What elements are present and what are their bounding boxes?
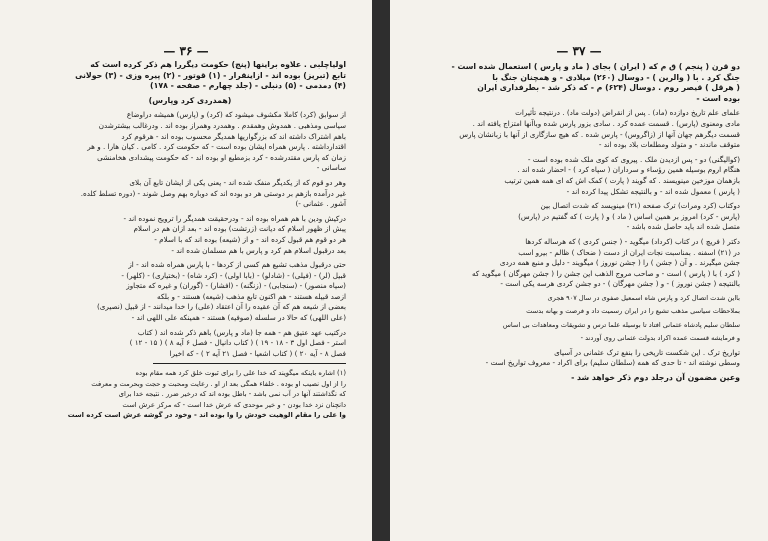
right-page-paragraph: وعین مضمون آن درجلد دوم ذکر خواهد شد - [571,372,740,382]
left-page-paragraph: اولیاچلبی . علاوه براینها (پنج) حکومت دیگررا هم ذکر کرده است که تابع (تبریز) بوده اند - ازاینقرار - (۱) قوتور - (۲) پیره وزی - (۳) حولانی (۴) دمدمی - (۵) دنبلی - (جلد چهارم - صفحه - ۱۷۸) [75,60,346,91]
left-page-number: — ۳۶ — [163,44,209,58]
left-page-paragraph: درکیش ودین با هم همراه بوده اند - ودرحقیقت همدیگر را ترویج نموده اند - پیش از ظهور اسلام که دیانت (زرتشت) بوده اند - بعد ازان هم در اسلام هر دو قوم هم قبول کرده اند - و از (شیعه) بوده اند که با اسلام - بعد درقبول اسلام هم کرد و پارس با هم مسلمان شده اند - [123,213,346,255]
footnote: وا علی را مقام الوهیت خودش را وا بوده اند - وخود در گوشه عرش است کرده است [67,411,346,420]
right-page-paragraph: دو قرن ( پنجم ) ق م که ( ایران ) بجای ( ماد و پارس ) استعمال شده است - جنگ کرد . با ( والرین ) - دوسال (۲۶۰) میلادی - و همچنان جنگ با ( هرقل ) قیصر روم . دوسال (۶۲۴) م - که ذکر شد - بطرفداری ایران بوده است - [451,62,740,103]
left-page-paragraph: از سوابق (کرد) کاملا مکشوف میشود که (کرد) و (پارس) همیشه دراوضاع سیاسی ومذهبی . همدوش وهمقدم . وهمدرد وهمراز بوده اند . ودرغالب بیشترشدن باهم اشتراک داشته اند که بزرگواریها همدیگر محسوب بوده اند - هرقوم کرد اقتدارداشته . پارس همراه ایشان بوده است - که حکومت کرد . کامی . کیان هارا . و هر زمان که پارس مقتدرشده - کرد بزمطیع او بوده اند - که حکومت پیشدادی هخامنشی ساسانی - [87,110,346,173]
left-page-paragraph: درکتیب عهد عتیق هم - همه جا (ماد و پارس) باهم ذکر شده اند ( کتاب استر - فصل اول ۳ - ۱۸ - ۱۹ ) ( کتاب دانیال - فصل ۶ آیه ۸ ) ( ۱۵ - ۱۲ ) فصل ۸ - آیه ۲۰ ) ( کتاب اشعیا - فصل ۲۱ آیه ۲ ) - که اخیرا [129,327,346,358]
right-page-number: — ۳۷ — [556,44,602,58]
right-page-paragraph: علمای علم تاریخ دوازده (ماد) . پس از انقراض (دولت ماد) . درنتیجه تأثیرات مادی ومعنوی (پارس) . قسمت عمده کرد . سادی بزور پارس شده وباآنها امتزاج یافته اند . قسمت دیگرهم جهان آنها از (زاگروس) - پارس شده . که هیچ سازگاری از آنها با زبانشان پارس متوقف ماندند - و متولد ومطلعات بلاد بوده اند - [459,108,740,150]
page-gutter [372,0,390,541]
right-page-paragraph: بااین شدت اتصال کرد و پارس شاه اسمعیل صفوی در سال ۹۰۷ هجری [547,293,740,302]
right-page-paragraph: تواریخ ترک . این شکست تاریخی را بنفع ترک عثمانی در آسیای وسطی نوشته اند - تا حدی که همه (سلطان سلیم) برای اکراد - معروف تواریخ است - [485,347,740,368]
left-page-paragraph: وهر دو قوم که از یکدیگر منفک شده اند - یعنی یکی از ایشان تابع آن بلای غیر درآمده بازهم بر دوستی هر دو بوده اند که دوباره بهم وصل شوند - (دوره تسلط کلده. آشور . عثمانی -) [80,177,346,209]
right-page-paragraph: و فرمایشه قسمت عمده اکراد بدولت عثمانی روی آوردند - [580,334,740,343]
right-page-paragraph: بملاحظات سیاسی مذهب تشیع را در ایران رسمیت داد و فرصت و بهانه بدست [526,307,740,316]
left-page [0,0,372,541]
right-page-paragraph: دوکتاب (کرد ومرات) ترک صفحه (۲۱) مینویسد که شدت اتصال بین (پارس - کرد) امروز بر همین اساس ( ماد ) و ( پارت ) که گفتیم در (پارس) متصل شده اند باید حاصل شده باشد - [518,201,740,232]
right-page-paragraph: سلطان سلیم پادشاه عثمانی افتاد تا بوسیله علما ترس و تشویقات ومعاهدات بی اساس [502,320,740,329]
right-page-paragraph: دکتر ( فریچ ) در کتاب (کرداد) میگوید - ( جنس کردی ) که هرساله کردها در (۲۱) اسفنه . بمناسبت نجات ایران از دست ( ضحاک ) ظالم - بیرو اسب جشن میگیرند . و آن ( جشن ) را ( جشن نوروز ) میگویند - دلیل و منبع همه دردی ( کرد ) با ( پارس ) است - و صاحب مروج الذهب این جشن را ( جشن مهرگان ) میگوید که بالنتیجه ( جشن نوروز ) - و ( جشن مهرگان ) - دو جشن کردی هرسه یکی است - [471,236,740,289]
left-page-body [34,60,346,420]
right-page-body [442,62,740,387]
right-page [390,0,768,541]
footnote-divider [153,363,346,364]
footnote: (۱) اشاره باینکه میگویند که خدا علی را برای ثبوت خلق کرد همه مقام بوده را از اول نصیب او بوده . خلفاء همگی بعد از او . رعایت ومحبت و حجت وبحرمت و معرفت که نگذاشتند آنها در آب نمی باشد - باطل بوده اند که درخیر ضرر . نتیجه خدا برای دانچنان نزد خدا بودن - و خیر موحدی که عرش خدا است - که مرکز عرش است [91,369,346,409]
left-page-paragraph: (همدردی کرد وپارس) [148,95,232,105]
left-page-paragraph: حتی درقبول مذهب تشیع هم کسی از کردها - با پارس همراه شده اند - از قبیل (لر) - (فیلی) - (شادلو) - (بابا اولی) - (کرد شاه) - (بختیاری) - (کلهر) - (سیاه منصور) - (سنجابی) - (زنگنه) - (افشار) - (گوران) و غیره که متجاوز ازصد قبیله هستند - هم اکنون تابع مذهب (شیعه) هستند - و بلکه بعضی از شیعه هم که آن عقیده را آن اعتقاد (علی) را خدا میدانند - از قبیل (نصیری) (علی اللهی) که حالا در سلسله (صوفیه) هستند - همینکه علی اللهی اند - [96,260,346,323]
right-page-paragraph: (کوالیگنی) دو - پس ازدیدن ملک . پیروی که کوی ملک شده بوده است - هنگام اروم بوسیله همین رؤساء و سرداران ( سپاه کرد ) - احضار شده اند . بازهمان موزخین مینویسند . که گویند ( پارت ) کمک اش که ای همه همین ترتیب ( پارس ) معمول شده اند - و بالنتیجه تشکل پیدا کرده اند - [504,154,740,196]
